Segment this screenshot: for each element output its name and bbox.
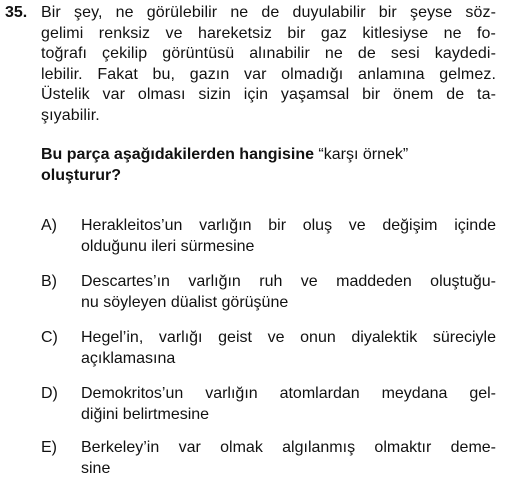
option-line: açıklamasına (81, 350, 176, 367)
prompt-quoted-term: “karşı örnek” (313, 146, 409, 163)
prompt-line-1 (41, 144, 501, 165)
prompt-bold-text: Bu parça aşağıdakilerden hangisine (41, 146, 314, 163)
option-line: Descartes’ın varlığın ruh ve maddeden oluştuğu- (81, 273, 496, 290)
option-text (81, 383, 496, 425)
question-number: 35. (5, 4, 28, 21)
option-line: olduğunu ileri sürmesine (81, 238, 255, 255)
passage-line: Bir şey, ne görülebilir ne de duyulabilir bir şeyse söz- (41, 4, 496, 21)
option-text (81, 327, 496, 369)
prompt-line-2 (41, 165, 501, 186)
question-prompt (41, 144, 501, 186)
option-line: Herakleitos’un varlığın bir oluş ve değişim içinde (81, 217, 496, 234)
option-letter: C) (41, 329, 58, 346)
option-text (81, 437, 496, 479)
option-letter: A) (41, 217, 57, 234)
option-letter: E) (41, 439, 57, 456)
option-line: diğini belirtmesine (81, 406, 210, 423)
option-line: Demokritos’un varlığın atomlardan meydana gel- (81, 385, 496, 402)
prompt-bold-text: oluşturur? (41, 167, 121, 184)
passage-line: toğrafı çekilip görüntüsü alınabilir ne de sesi kaydedi- (41, 45, 496, 63)
option-letter: B) (41, 273, 57, 290)
question-passage (41, 3, 496, 127)
option-letter: D) (41, 385, 58, 402)
passage-line: şıyabilir. (41, 106, 100, 124)
passage-line: gelimi renksiz ve hareketsiz bir gaz kitlesiyse ne fo- (41, 24, 496, 42)
option-text (81, 215, 496, 257)
option-line: nu söyleyen düalist görüşüne (81, 294, 289, 311)
passage-line: lebilir. Fakat bu, gazın var olmadığı anlamına gelmez. (41, 65, 496, 83)
option-line: Hegel’in, varlığı geist ve onun diyalektik süreciyle (81, 329, 496, 346)
option-line: Berkeley’in var olmak algılanmış olmaktır deme- (81, 439, 496, 456)
passage-line: Üstelik var olması sizin için yaşamsal bir önem de ta- (41, 86, 496, 104)
option-text (81, 271, 496, 313)
option-line: sine (81, 460, 111, 477)
